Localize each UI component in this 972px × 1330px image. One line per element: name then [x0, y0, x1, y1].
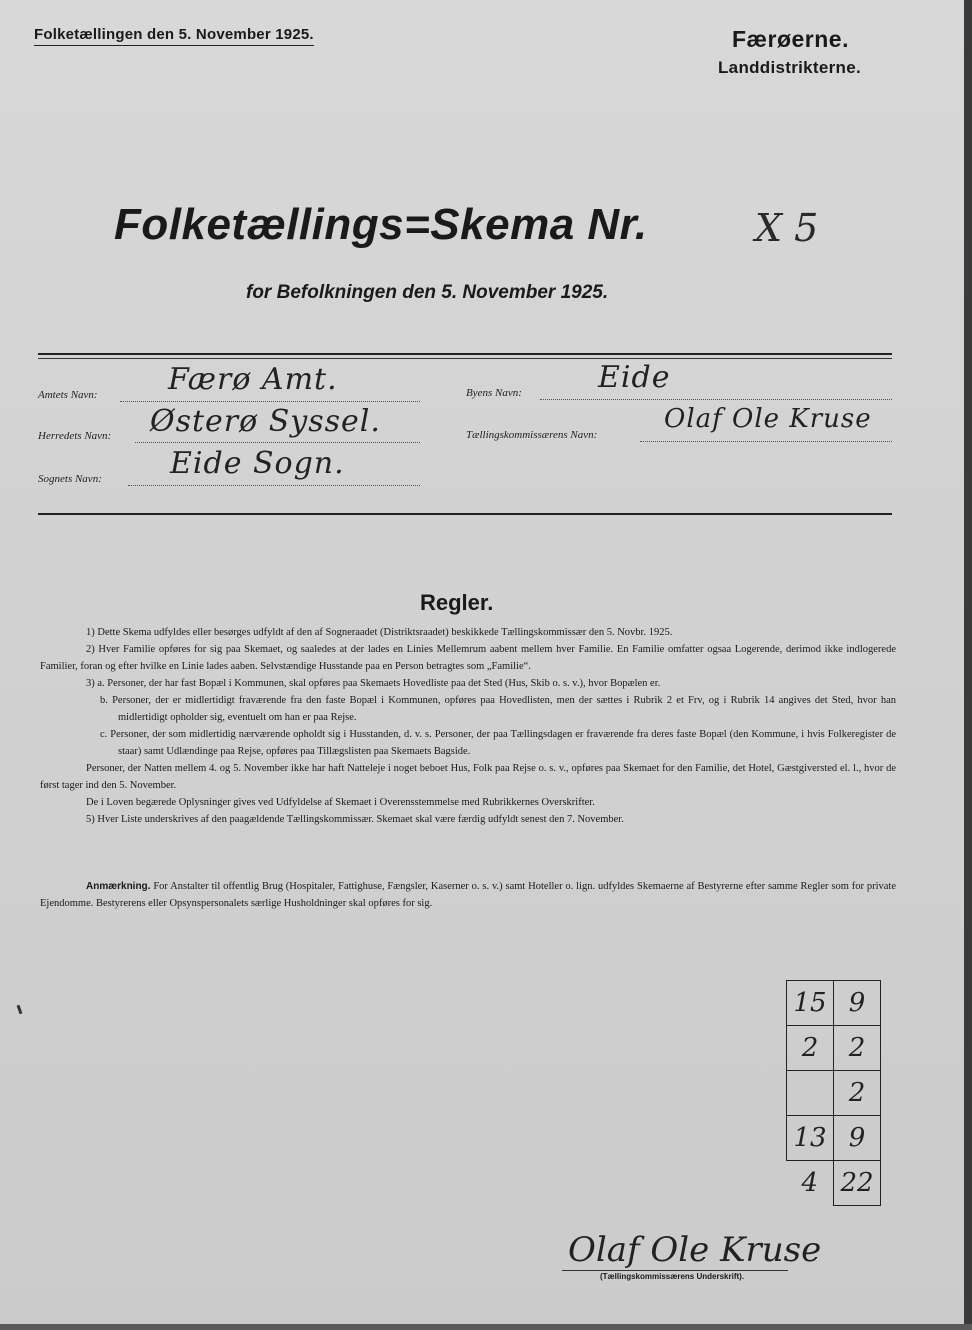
- remark-text: For Anstalter til offentlig Brug (Hospitaler, Fattighuse, Fængsler, Kaserner o. s. v.) samt Hoteller o. lign. udfyldes Skemaerne af Bestyrerne efter samme Regler som for private Ejendomme. Bestyrerens eller Opsynspersonalets særlige Husholdninger skal opføres for sig.: [40, 881, 896, 909]
- tally-cell: 13: [787, 1116, 834, 1161]
- tally-cell: 4: [801, 1168, 819, 1199]
- remark-label: Anmærkning.: [86, 881, 151, 892]
- kommissaer-line: [640, 441, 892, 442]
- signature-caption: (Tællingskommissærens Underskrift).: [600, 1272, 745, 1281]
- sogn-label: Sognets Navn:: [38, 473, 102, 485]
- district-header: Landdistrikterne.: [718, 58, 862, 77]
- tally-cell: 2: [834, 1071, 881, 1116]
- by-value: Eide: [598, 360, 671, 395]
- rule-1: 1) Dette Skema udfyldes eller besørges udfyldt af den af Sogneraadet (Distriktsraadet) beskikkede Tællingskommissær den 5. Novbr. 1925.: [86, 627, 673, 638]
- remark: [40, 878, 896, 912]
- divider-bottom: [38, 513, 892, 515]
- region-header: Færøerne.: [732, 26, 849, 52]
- tally-cell: 9: [834, 981, 881, 1026]
- rule-5: 5) Hver Liste underskrives af den paagældende Tællingskommissær. Skemaet skal være færdig udfyldt senest den 7. November.: [86, 814, 624, 825]
- by-line: [540, 399, 892, 400]
- signature: Olaf Ole Kruse: [568, 1230, 822, 1270]
- divider-top-thin: [38, 358, 892, 359]
- scan-speck: [17, 1005, 23, 1014]
- tally-cell: 22: [834, 1161, 881, 1206]
- tally-cell: 15: [787, 981, 834, 1026]
- rules-list: [40, 624, 896, 828]
- tally-cell: 9: [834, 1116, 881, 1161]
- divider-top: [38, 353, 892, 355]
- amt-line: [120, 401, 420, 402]
- rule-3c: c. Personer, der som midlertidig nærværende opholdt sig i Husstanden, d. v. s. Personer, der paa Tællingsdagen er fraværende fra deres faste Bopæl (den Kommune, i hvis Folkeregister de staar) samt Udlændinge paa Rejse, opføres paa Tillægslisten paa Skemaets Bagside.: [100, 729, 896, 757]
- rule-3b: b. Personer, der er midlertidigt fraværende fra den faste Bopæl i Kommunen, opføres paa Hovedlisten, men der sættes i Rubrik 2 et Frv, og i Rubrik 14 angives det Sted, hvor han midlertidigt opholder sig, eventuelt om han er paa Rejse.: [100, 695, 896, 723]
- by-label: Byens Navn:: [466, 387, 522, 399]
- amt-value: Færø Amt.: [168, 362, 338, 397]
- herred-value: Østerø Syssel.: [150, 404, 381, 439]
- sogn-value: Eide Sogn.: [170, 446, 345, 481]
- tally-cell: 2: [787, 1026, 834, 1071]
- rule-3a: 3) a. Personer, der har fast Bopæl i Kommunen, skal opføres paa Skemaets Hovedliste paa det Sted (Hus, Skib o. s. v.), hvor Bopælen er.: [86, 678, 661, 689]
- rule-4: De i Loven begærede Oplysninger gives ved Udfyldelse af Skemaet i Overensstemmelse med Rubrikkernes Overskrifter.: [86, 797, 595, 808]
- rule-2: 2) Hver Familie opføres for sig paa Skemaet, og saaledes at der lades en Linies Mellemrum aabent mellem hver Familie. En Familie omfatter ogsaa Logerende, derimod ikke indlogerede Familier, foran og efter hvilke en Linie lades aaben. Selvstændige Husstande paa en Person betragtes som „Familie“.: [40, 644, 896, 672]
- tally-cell: [787, 1071, 834, 1116]
- sogn-line: [128, 485, 420, 486]
- tally-row: [787, 1071, 881, 1116]
- amt-label: Amtets Navn:: [38, 389, 98, 401]
- scan-edge-bottom: [0, 1324, 972, 1330]
- census-date-header: Folketællingen den 5. November 1925.: [34, 26, 314, 46]
- tally-row: [787, 1026, 881, 1071]
- kommissaer-value: Olaf Ole Kruse: [664, 404, 872, 434]
- tally-row: [787, 1161, 881, 1206]
- form-title: Folketællings=Skema Nr.: [114, 200, 648, 249]
- rules-heading: Regler.: [420, 590, 494, 615]
- rule-3d: Personer, der Natten mellem 4. og 5. November ikke har haft Natteleje i noget beboet Hus, Folk paa Rejse o. s. v., opføres paa Skemaet for den Familie, det Hotel, Gæstgiversted el. l., hvor de først tager ind den 5. November.: [40, 763, 896, 791]
- tally-cell: 2: [834, 1026, 881, 1071]
- tally-row: [787, 981, 881, 1026]
- herred-label: Herredets Navn:: [38, 430, 112, 442]
- tally-table: [786, 980, 881, 1206]
- signature-line: [562, 1270, 788, 1271]
- tally-row: [787, 1116, 881, 1161]
- form-number-handwritten: X 5: [755, 206, 819, 250]
- kommissaer-label: Tællingskommissærens Navn:: [466, 429, 598, 441]
- scan-edge-right: [964, 0, 972, 1330]
- herred-line: [135, 442, 420, 443]
- form-subtitle: for Befolkningen den 5. November 1925.: [246, 282, 609, 303]
